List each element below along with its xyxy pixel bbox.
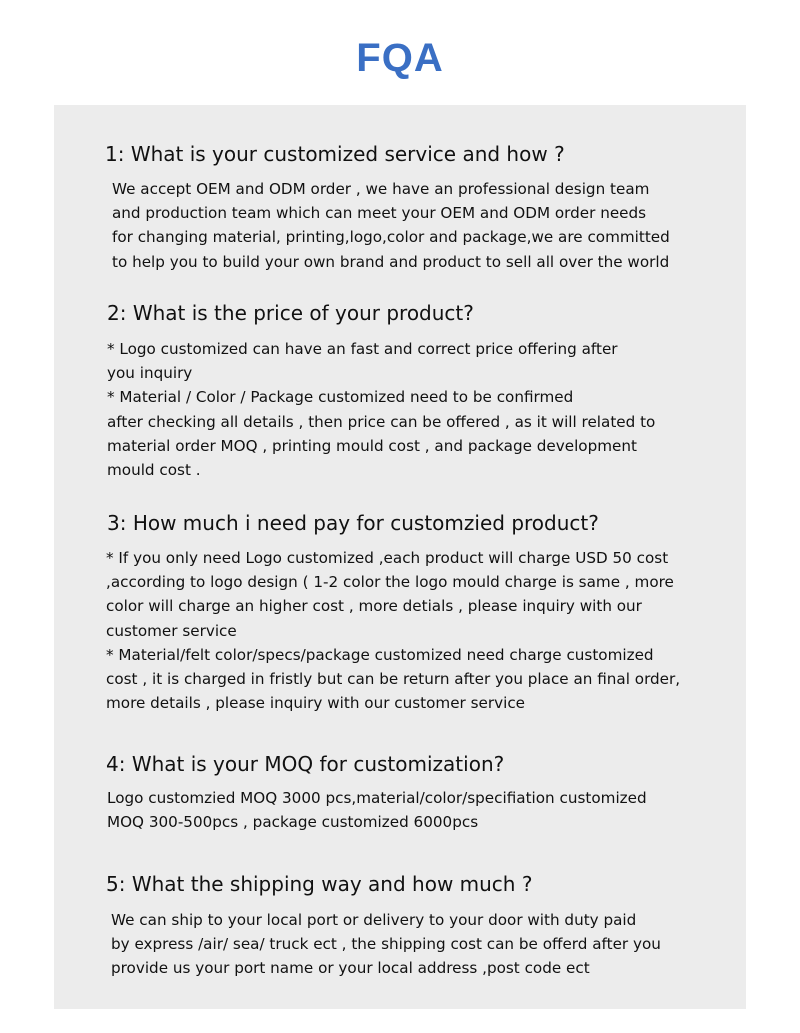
faq-answer [107, 337, 746, 482]
answer-line: provide us your port name or your local address ,post code ect [111, 959, 590, 978]
answer-line: Logo customzied MOQ 3000 pcs,material/color/specifiation customized [107, 789, 647, 807]
faq-item-customized-service [54, 141, 746, 274]
answer-line: We accept OEM and ODM order , we have an professional design team [112, 180, 650, 198]
faq-item-customized-pay [54, 510, 746, 715]
answer-line: and production team which can meet your OEM and ODM order needs [112, 204, 647, 223]
faq-answer [107, 786, 746, 834]
answer-line: after checking all details , then price can be offered , as it will related to [107, 412, 656, 431]
answer-line: by express /air/ sea/ truck ect , the shipping cost can be offerd after you [111, 935, 661, 954]
answer-line: more details , please inquiry with our customer service [106, 694, 526, 713]
answer-line: mould cost . [107, 461, 201, 480]
faq-answer [112, 177, 746, 274]
answer-line: customer service [106, 621, 237, 640]
answer-line: ,according to logo design ( 1-2 color the logo mould charge is same , more [106, 573, 674, 592]
answer-line: We can ship to your local port or delivery to your door with duty paid [111, 911, 637, 929]
answer-line: for changing material, printing,logo,color and package,we are committed [112, 228, 670, 247]
faq-item-price [54, 300, 746, 482]
answer-line: * Material / Color / Package customized need to be confirmed [107, 388, 574, 407]
answer-line: to help you to build your own brand and product to sell all over the world [112, 252, 670, 271]
faq-answer [111, 908, 746, 981]
answer-line: cost , it is charged in fristly but can be return after you place an final order, [106, 670, 681, 689]
answer-line: * If you only need Logo customized ,each product will charge USD 50 cost [106, 549, 669, 567]
faq-question: 4: What is your MOQ for customization? [106, 752, 505, 776]
answer-line: * Logo customized can have an fast and correct price offering after [107, 340, 618, 358]
faq-panel [54, 105, 746, 1009]
answer-line: material order MOQ , printing mould cost , and package development [107, 436, 637, 455]
answer-line: * Material/felt color/specs/package customized need charge customized [106, 645, 654, 664]
faq-answer [106, 546, 746, 715]
faq-question: 1: What is your customized service and how ? [105, 142, 565, 166]
faq-question: 3: How much i need pay for customzied product? [107, 511, 599, 535]
faq-question: 5: What the shipping way and how much ? [106, 872, 533, 896]
answer-line: color will charge an higher cost , more detials , please inquiry with our [106, 597, 642, 616]
answer-line: you inquiry [107, 364, 193, 383]
page-title: FQA [356, 35, 444, 80]
faq-item-shipping [54, 871, 746, 981]
faq-question: 2: What is the price of your product? [107, 301, 474, 325]
answer-line: MOQ 300-500pcs , package customized 6000pcs [107, 813, 479, 832]
faq-item-moq [54, 751, 746, 834]
